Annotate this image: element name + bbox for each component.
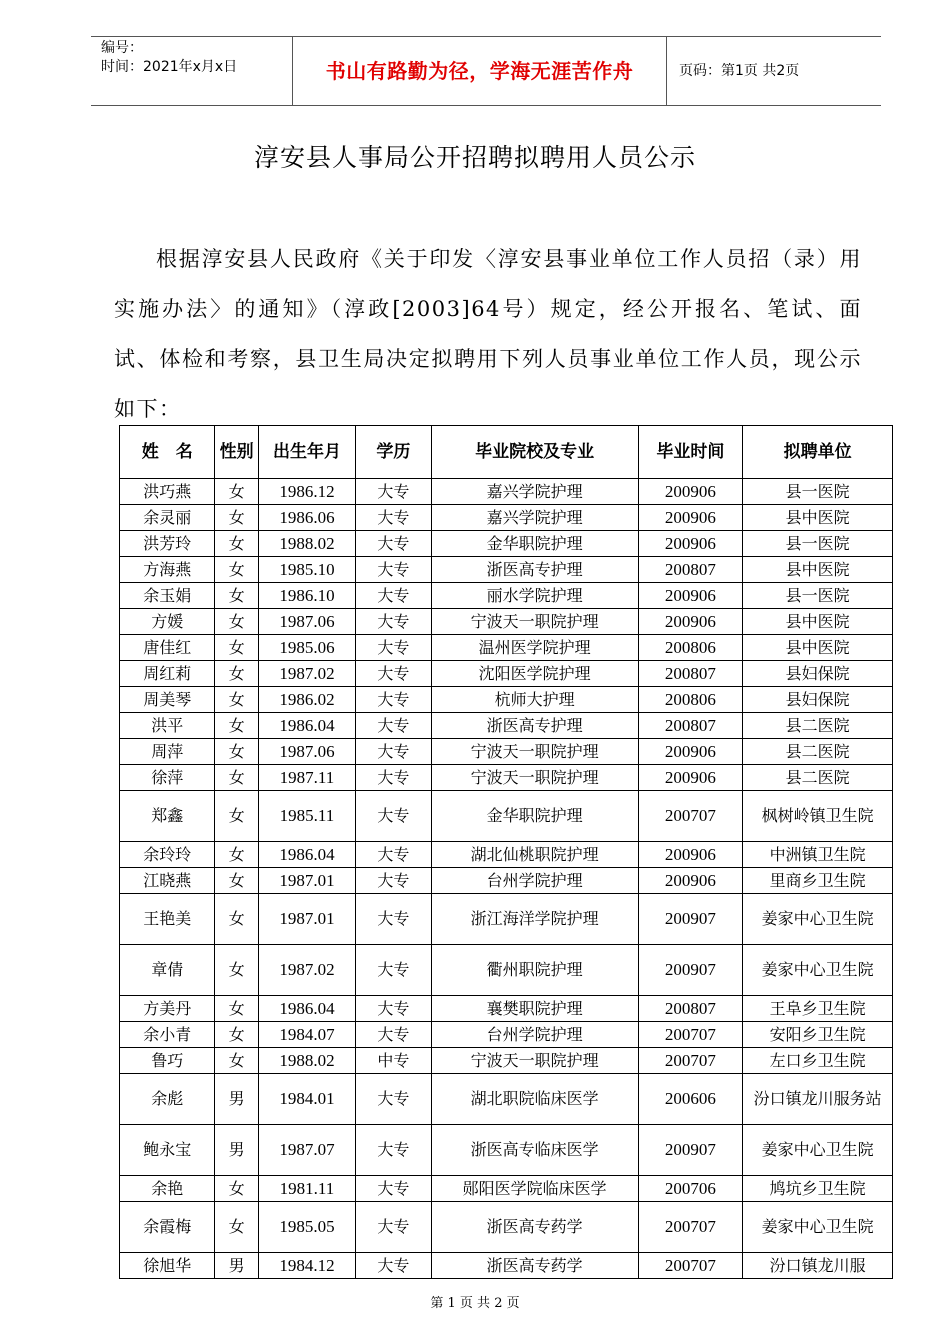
table-row bbox=[120, 868, 893, 894]
cell-school-major: 浙江海洋学院护理 bbox=[431, 894, 638, 945]
cell-unit: 枫树岭镇卫生院 bbox=[743, 791, 893, 842]
cell-name: 王艳美 bbox=[120, 894, 215, 945]
cell-school-major: 衢州职院护理 bbox=[431, 945, 638, 996]
cell-school-major: 宁波天一职院护理 bbox=[431, 739, 638, 765]
cell-unit: 县二医院 bbox=[743, 765, 893, 791]
header-page bbox=[667, 37, 881, 105]
cell-birth: 1986.04 bbox=[258, 842, 356, 868]
cell-name: 鲍永宝 bbox=[120, 1125, 215, 1176]
cell-name: 周美琴 bbox=[120, 687, 215, 713]
cell-unit: 里商乡卫生院 bbox=[743, 868, 893, 894]
cell-gender: 女 bbox=[215, 661, 258, 687]
cell-gender: 女 bbox=[215, 1202, 258, 1253]
cell-name: 洪芳玲 bbox=[120, 531, 215, 557]
cell-grad-date: 200906 bbox=[638, 765, 743, 791]
cell-grad-date: 200706 bbox=[638, 1176, 743, 1202]
cell-grad-date: 200806 bbox=[638, 635, 743, 661]
cell-education: 大专 bbox=[356, 996, 431, 1022]
cell-education: 大专 bbox=[356, 791, 431, 842]
table-row bbox=[120, 996, 893, 1022]
cell-education: 大专 bbox=[356, 687, 431, 713]
cell-education: 大专 bbox=[356, 635, 431, 661]
cell-grad-date: 200906 bbox=[638, 868, 743, 894]
cell-gender: 女 bbox=[215, 894, 258, 945]
cell-school-major: 浙医高专护理 bbox=[431, 713, 638, 739]
cell-gender: 女 bbox=[215, 739, 258, 765]
cell-name: 徐萍 bbox=[120, 765, 215, 791]
cell-unit: 县中医院 bbox=[743, 505, 893, 531]
page-footer: 第 1 页 共 2 页 bbox=[430, 1296, 520, 1311]
cell-gender: 男 bbox=[215, 1074, 258, 1125]
table-row bbox=[120, 505, 893, 531]
cell-grad-date: 200807 bbox=[638, 996, 743, 1022]
cell-unit: 王阜乡卫生院 bbox=[743, 996, 893, 1022]
cell-grad-date: 200906 bbox=[638, 583, 743, 609]
cell-education: 大专 bbox=[356, 842, 431, 868]
document-title: 淳安县人事局公开招聘拟聘用人员公示 bbox=[253, 143, 696, 172]
cell-gender: 女 bbox=[215, 996, 258, 1022]
cell-gender: 女 bbox=[215, 791, 258, 842]
table-row bbox=[120, 1176, 893, 1202]
cell-school-major: 宁波天一职院护理 bbox=[431, 1048, 638, 1074]
cell-birth: 1987.07 bbox=[258, 1125, 356, 1176]
cell-grad-date: 200907 bbox=[638, 1125, 743, 1176]
cell-education: 大专 bbox=[356, 479, 431, 505]
cell-education: 大专 bbox=[356, 739, 431, 765]
table-row bbox=[120, 531, 893, 557]
table-row bbox=[120, 609, 893, 635]
table-row bbox=[120, 1022, 893, 1048]
cell-school-major: 浙医高专临床医学 bbox=[431, 1125, 638, 1176]
cell-gender: 女 bbox=[215, 479, 258, 505]
cell-unit: 县中医院 bbox=[743, 557, 893, 583]
cell-name: 唐佳红 bbox=[120, 635, 215, 661]
table-row bbox=[120, 583, 893, 609]
hire-list-table bbox=[119, 425, 893, 1279]
column-header-birth: 出生年月 bbox=[258, 426, 356, 479]
cell-unit: 县二医院 bbox=[743, 713, 893, 739]
cell-education: 大专 bbox=[356, 609, 431, 635]
cell-education: 大专 bbox=[356, 583, 431, 609]
cell-unit: 姜家中心卫生院 bbox=[743, 1202, 893, 1253]
cell-grad-date: 200906 bbox=[638, 505, 743, 531]
cell-grad-date: 200906 bbox=[638, 479, 743, 505]
table-body bbox=[120, 479, 893, 1279]
column-header-education: 学历 bbox=[356, 426, 431, 479]
cell-grad-date: 200807 bbox=[638, 661, 743, 687]
cell-gender: 男 bbox=[215, 1125, 258, 1176]
cell-education: 大专 bbox=[356, 945, 431, 996]
cell-education: 大专 bbox=[356, 1176, 431, 1202]
cell-unit: 县中医院 bbox=[743, 635, 893, 661]
cell-birth: 1987.01 bbox=[258, 894, 356, 945]
cell-education: 大专 bbox=[356, 1125, 431, 1176]
cell-education: 大专 bbox=[356, 713, 431, 739]
cell-grad-date: 200707 bbox=[638, 1048, 743, 1074]
cell-name: 方美丹 bbox=[120, 996, 215, 1022]
cell-grad-date: 200906 bbox=[638, 531, 743, 557]
cell-unit: 县一医院 bbox=[743, 531, 893, 557]
cell-school-major: 宁波天一职院护理 bbox=[431, 609, 638, 635]
cell-education: 大专 bbox=[356, 531, 431, 557]
cell-birth: 1986.10 bbox=[258, 583, 356, 609]
cell-grad-date: 200707 bbox=[638, 1202, 743, 1253]
cell-name: 章倩 bbox=[120, 945, 215, 996]
table-row bbox=[120, 687, 893, 713]
cell-school-major: 金华职院护理 bbox=[431, 791, 638, 842]
cell-school-major: 沈阳医学院护理 bbox=[431, 661, 638, 687]
cell-unit: 姜家中心卫生院 bbox=[743, 894, 893, 945]
cell-unit: 鸠坑乡卫生院 bbox=[743, 1176, 893, 1202]
cell-gender: 女 bbox=[215, 765, 258, 791]
table-row bbox=[120, 765, 893, 791]
table-row bbox=[120, 713, 893, 739]
cell-unit: 姜家中心卫生院 bbox=[743, 945, 893, 996]
document-header bbox=[91, 36, 881, 106]
cell-name: 周红莉 bbox=[120, 661, 215, 687]
cell-school-major: 襄樊职院护理 bbox=[431, 996, 638, 1022]
cell-birth: 1987.02 bbox=[258, 661, 356, 687]
intro-paragraph: 根据淳安县人民政府《关于印发〈淳安县事业单位工作人员招（录）用实施办法〉的通知》（淳政[2003]64号）规定，经公开报名、笔试、面试、体检和考察，县卫生局决定拟聘用下列人员事业单位工作人员，现公示如下： bbox=[114, 247, 862, 421]
cell-unit: 姜家中心卫生院 bbox=[743, 1125, 893, 1176]
cell-education: 大专 bbox=[356, 894, 431, 945]
cell-school-major: 浙医高专药学 bbox=[431, 1202, 638, 1253]
cell-name: 余艳 bbox=[120, 1176, 215, 1202]
table-row bbox=[120, 945, 893, 996]
cell-grad-date: 200906 bbox=[638, 739, 743, 765]
cell-name: 方媛 bbox=[120, 609, 215, 635]
cell-grad-date: 200606 bbox=[638, 1074, 743, 1125]
cell-birth: 1986.02 bbox=[258, 687, 356, 713]
cell-grad-date: 200906 bbox=[638, 609, 743, 635]
motto-text: 书山有路勤为径，学海无涯苦作舟 bbox=[325, 59, 634, 83]
cell-gender: 女 bbox=[215, 1022, 258, 1048]
cell-name: 郑鑫 bbox=[120, 791, 215, 842]
cell-gender: 女 bbox=[215, 609, 258, 635]
cell-school-major: 湖北职院临床医学 bbox=[431, 1074, 638, 1125]
cell-birth: 1987.11 bbox=[258, 765, 356, 791]
cell-gender: 女 bbox=[215, 687, 258, 713]
cell-school-major: 台州学院护理 bbox=[431, 868, 638, 894]
cell-birth: 1987.02 bbox=[258, 945, 356, 996]
time-label: 时间：2021年x月x日 bbox=[101, 59, 238, 75]
table-row bbox=[120, 894, 893, 945]
cell-name: 徐旭华 bbox=[120, 1253, 215, 1279]
cell-school-major: 嘉兴学院护理 bbox=[431, 505, 638, 531]
column-header-unit: 拟聘单位 bbox=[743, 426, 893, 479]
table-row bbox=[120, 842, 893, 868]
cell-grad-date: 200807 bbox=[638, 557, 743, 583]
cell-gender: 女 bbox=[215, 945, 258, 996]
table-row bbox=[120, 635, 893, 661]
cell-name: 余彪 bbox=[120, 1074, 215, 1125]
code-label: 编号： bbox=[101, 40, 143, 56]
cell-education: 大专 bbox=[356, 661, 431, 687]
cell-birth: 1988.02 bbox=[258, 531, 356, 557]
cell-unit: 县妇保院 bbox=[743, 661, 893, 687]
cell-grad-date: 200807 bbox=[638, 713, 743, 739]
cell-school-major: 杭师大护理 bbox=[431, 687, 638, 713]
cell-gender: 女 bbox=[215, 557, 258, 583]
table-row bbox=[120, 791, 893, 842]
cell-unit: 汾口镇龙川服 bbox=[743, 1253, 893, 1279]
table-header-row bbox=[120, 426, 893, 479]
cell-unit: 县妇保院 bbox=[743, 687, 893, 713]
cell-name: 鲁巧 bbox=[120, 1048, 215, 1074]
cell-birth: 1986.04 bbox=[258, 996, 356, 1022]
cell-grad-date: 200806 bbox=[638, 687, 743, 713]
cell-education: 大专 bbox=[356, 1202, 431, 1253]
table-row bbox=[120, 661, 893, 687]
cell-birth: 1988.02 bbox=[258, 1048, 356, 1074]
cell-unit: 左口乡卫生院 bbox=[743, 1048, 893, 1074]
cell-birth: 1987.06 bbox=[258, 609, 356, 635]
cell-education: 大专 bbox=[356, 1253, 431, 1279]
cell-grad-date: 200907 bbox=[638, 894, 743, 945]
column-header-grad-date: 毕业时间 bbox=[638, 426, 743, 479]
cell-gender: 女 bbox=[215, 1048, 258, 1074]
cell-birth: 1986.12 bbox=[258, 479, 356, 505]
page-label: 页码：第1页 共2页 bbox=[679, 63, 800, 79]
cell-name: 方海燕 bbox=[120, 557, 215, 583]
table-row bbox=[120, 1253, 893, 1279]
cell-birth: 1984.12 bbox=[258, 1253, 356, 1279]
cell-gender: 女 bbox=[215, 1176, 258, 1202]
cell-unit: 县中医院 bbox=[743, 609, 893, 635]
cell-gender: 女 bbox=[215, 505, 258, 531]
cell-birth: 1986.06 bbox=[258, 505, 356, 531]
cell-gender: 女 bbox=[215, 842, 258, 868]
cell-school-major: 郧阳医学院临床医学 bbox=[431, 1176, 638, 1202]
table-row bbox=[120, 557, 893, 583]
cell-school-major: 湖北仙桃职院护理 bbox=[431, 842, 638, 868]
cell-birth: 1984.07 bbox=[258, 1022, 356, 1048]
cell-education: 大专 bbox=[356, 505, 431, 531]
cell-name: 余霞梅 bbox=[120, 1202, 215, 1253]
cell-name: 余玉娟 bbox=[120, 583, 215, 609]
cell-birth: 1987.01 bbox=[258, 868, 356, 894]
column-header-school-major: 毕业院校及专业 bbox=[431, 426, 638, 479]
header-meta bbox=[91, 37, 293, 105]
cell-unit: 县一医院 bbox=[743, 479, 893, 505]
cell-education: 大专 bbox=[356, 765, 431, 791]
cell-school-major: 丽水学院护理 bbox=[431, 583, 638, 609]
cell-birth: 1981.11 bbox=[258, 1176, 356, 1202]
cell-unit: 中洲镇卫生院 bbox=[743, 842, 893, 868]
cell-grad-date: 200707 bbox=[638, 791, 743, 842]
cell-name: 余小青 bbox=[120, 1022, 215, 1048]
cell-education: 大专 bbox=[356, 868, 431, 894]
cell-gender: 女 bbox=[215, 635, 258, 661]
cell-school-major: 宁波天一职院护理 bbox=[431, 765, 638, 791]
cell-gender: 男 bbox=[215, 1253, 258, 1279]
cell-name: 江晓燕 bbox=[120, 868, 215, 894]
cell-birth: 1985.06 bbox=[258, 635, 356, 661]
cell-birth: 1984.01 bbox=[258, 1074, 356, 1125]
cell-grad-date: 200906 bbox=[638, 842, 743, 868]
column-header-gender: 性别 bbox=[215, 426, 258, 479]
table-row bbox=[120, 1048, 893, 1074]
cell-education: 大专 bbox=[356, 1022, 431, 1048]
cell-school-major: 浙医高专护理 bbox=[431, 557, 638, 583]
table-row bbox=[120, 479, 893, 505]
table-row bbox=[120, 1074, 893, 1125]
table-row bbox=[120, 739, 893, 765]
cell-school-major: 台州学院护理 bbox=[431, 1022, 638, 1048]
column-header-name: 姓 名 bbox=[120, 426, 215, 479]
cell-birth: 1985.11 bbox=[258, 791, 356, 842]
cell-grad-date: 200707 bbox=[638, 1022, 743, 1048]
cell-school-major: 嘉兴学院护理 bbox=[431, 479, 638, 505]
cell-birth: 1985.10 bbox=[258, 557, 356, 583]
cell-name: 洪巧燕 bbox=[120, 479, 215, 505]
table-row bbox=[120, 1202, 893, 1253]
cell-education: 大专 bbox=[356, 557, 431, 583]
cell-unit: 县二医院 bbox=[743, 739, 893, 765]
cell-gender: 女 bbox=[215, 868, 258, 894]
cell-name: 周萍 bbox=[120, 739, 215, 765]
cell-unit: 安阳乡卫生院 bbox=[743, 1022, 893, 1048]
cell-birth: 1985.05 bbox=[258, 1202, 356, 1253]
header-motto bbox=[293, 37, 667, 105]
cell-education: 中专 bbox=[356, 1048, 431, 1074]
table-row bbox=[120, 1125, 893, 1176]
cell-school-major: 浙医高专药学 bbox=[431, 1253, 638, 1279]
cell-name: 洪平 bbox=[120, 713, 215, 739]
cell-grad-date: 200707 bbox=[638, 1253, 743, 1279]
cell-name: 余玲玲 bbox=[120, 842, 215, 868]
cell-unit: 县一医院 bbox=[743, 583, 893, 609]
cell-education: 大专 bbox=[356, 1074, 431, 1125]
cell-grad-date: 200907 bbox=[638, 945, 743, 996]
cell-school-major: 温州医学院护理 bbox=[431, 635, 638, 661]
cell-unit: 汾口镇龙川服务站 bbox=[743, 1074, 893, 1125]
cell-gender: 女 bbox=[215, 583, 258, 609]
cell-gender: 女 bbox=[215, 713, 258, 739]
cell-birth: 1987.06 bbox=[258, 739, 356, 765]
cell-gender: 女 bbox=[215, 531, 258, 557]
cell-birth: 1986.04 bbox=[258, 713, 356, 739]
cell-school-major: 金华职院护理 bbox=[431, 531, 638, 557]
cell-name: 余灵丽 bbox=[120, 505, 215, 531]
